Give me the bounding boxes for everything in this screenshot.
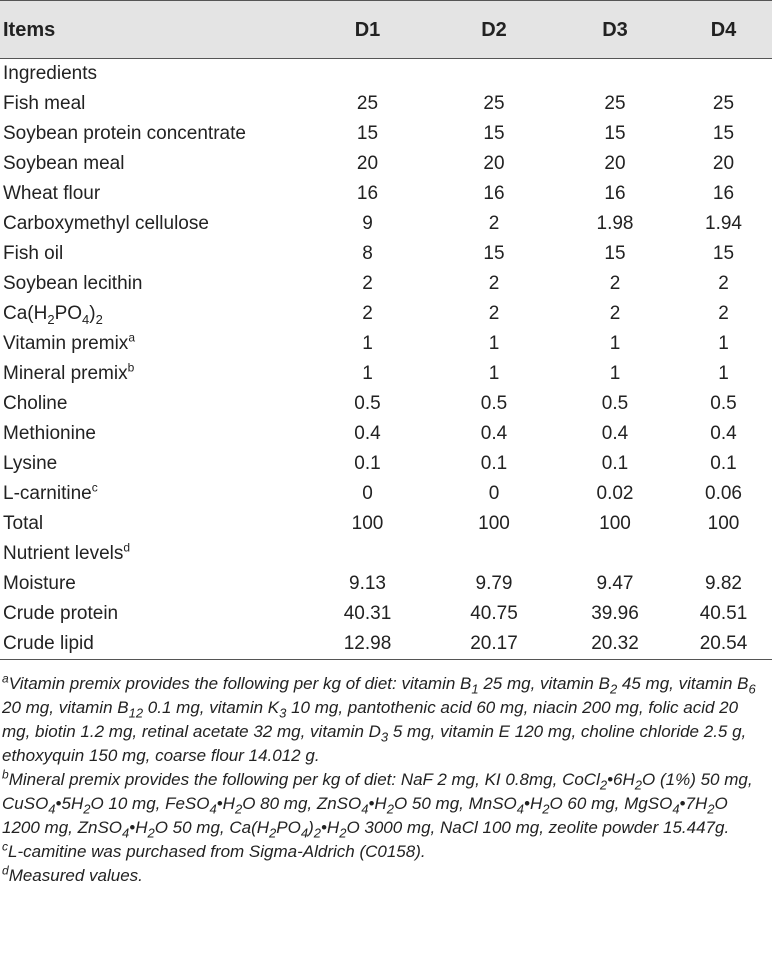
cell-d4: 0.1 xyxy=(710,453,737,474)
cell-d1: 1 xyxy=(362,363,373,384)
cell-d1: 9 xyxy=(362,213,373,234)
row-label: Fish oil xyxy=(3,243,64,264)
cell-d2: 2 xyxy=(488,303,500,324)
row-label: Mineral premix$^b$ xyxy=(3,360,135,384)
header-d1: D1 xyxy=(302,1,433,59)
cell-d2: 15 xyxy=(483,243,505,264)
cell-d2: 15 xyxy=(483,123,505,144)
cell-d1: 0.1 xyxy=(354,453,381,474)
footnote-b: $^b$Mineral premix provides the following per kg of diet: NaF 2 mg, KI 0.8mg, $CoCl_2•6H_2O$ (1%) 50 mg, $CuSO_4•5H_2O$ 10 mg, $FeSO_4•H_2O$ 80 mg, $ZnSO_4•H_2O$ 50 mg, $MnSO_4•H_2O$ 60 mg, $MgSO_4•7H_2O$ 1200 mg, $ZnSO_4•H_2O$ 50 mg, $Ca(H_2PO_4)_2•H_2O$ 3000 mg, NaCl 100 mg, zeolite powder 15.447g. xyxy=(2,767,753,841)
table-row xyxy=(0,479,772,509)
cell-d2: 1 xyxy=(488,363,500,384)
row-label: Moisture xyxy=(3,573,76,594)
cell-d3: 0.02 xyxy=(596,483,634,504)
cell-d2: 20 xyxy=(483,153,505,174)
table-row xyxy=(0,209,772,239)
row-label: Wheat flour xyxy=(3,183,101,204)
header-d2: D2 xyxy=(433,1,555,59)
table-row xyxy=(0,119,772,149)
header-d4: D4 xyxy=(675,1,772,59)
cell-d4: 0.4 xyxy=(710,423,737,444)
cell-d2: 20.17 xyxy=(433,629,555,660)
cell-d4: 100 xyxy=(707,513,740,534)
cell-d3: 1.98 xyxy=(596,213,634,234)
cell-d4: 25 xyxy=(712,93,735,114)
footnote-mark: b xyxy=(127,360,135,375)
cell-d4: 15 xyxy=(712,243,735,264)
table-row xyxy=(0,389,772,419)
row-label: Lysine xyxy=(3,453,58,474)
table-row xyxy=(0,239,772,269)
table-row xyxy=(0,149,772,179)
cell-d1: 2 xyxy=(362,303,373,324)
cell-d1: 25 xyxy=(356,93,379,114)
cell-d2: 100 xyxy=(478,513,510,534)
row-label: Methionine xyxy=(3,423,96,444)
cell-d4: 20.54 xyxy=(675,629,772,660)
cell-d3: 39.96 xyxy=(591,603,639,624)
row-label: Total xyxy=(3,513,44,534)
footnote-mark: a xyxy=(128,330,135,345)
cell-d2: 1 xyxy=(488,333,500,354)
cell-d4: 1 xyxy=(718,333,729,354)
cell-d3: 15 xyxy=(604,243,626,264)
cell-d3: 0.1 xyxy=(601,453,629,474)
row-label: Fish meal xyxy=(3,93,86,114)
cell-d3: 2 xyxy=(609,273,621,294)
cell-d3: 1 xyxy=(609,363,621,384)
table-row xyxy=(0,269,772,299)
cell-d2: 0.1 xyxy=(480,453,508,474)
cell-d3: 16 xyxy=(604,183,626,204)
cell-d2: 0 xyxy=(488,483,500,504)
cell-d3: 2 xyxy=(609,303,621,324)
table-row xyxy=(0,569,772,599)
section-row-nutrients xyxy=(0,539,772,569)
cell-d4: 9.82 xyxy=(705,573,742,594)
table-row xyxy=(0,329,772,359)
cell-d1: 0.4 xyxy=(354,423,381,444)
cell-d2: 2 xyxy=(488,213,500,234)
cell-d3: 1 xyxy=(609,333,621,354)
table-row xyxy=(0,299,772,329)
cell-d2: 0.4 xyxy=(480,423,508,444)
cell-d2: 0.5 xyxy=(480,393,508,414)
table-row xyxy=(0,419,772,449)
table-row xyxy=(0,449,772,479)
table-row xyxy=(0,179,772,209)
footnote-mark: c xyxy=(91,480,98,495)
header-d3: D3 xyxy=(555,1,675,59)
footnote-a: $^a$Vitamin premix provides the following per kg of diet: vitamin $B_1$ 25 mg, vitamin $B_2$ 45 mg, vitamin $B_6$ 20 mg, vitamin $B_{12}$ 0.1 mg, vitamin $K_3$ 10 mg, pantothenic acid 60 mg, niacin 200 mg, folic acid 20 mg, biotin 1.2 mg, retinal acetate 32 mg, vitamin $D_3$ 5 mg, vitamin E 120 mg, choline chloride 2.5 g, ethoxyquin 150 mg, coarse flour 14.012 g. xyxy=(2,671,756,765)
cell-d4: 16 xyxy=(712,183,735,204)
cell-d1: 0.5 xyxy=(354,393,381,414)
cell-d1: 100 xyxy=(351,513,384,534)
cell-d1: 16 xyxy=(356,183,379,204)
footnote-d: $^d$Measured values. xyxy=(2,863,143,885)
cell-d1: 1 xyxy=(362,333,373,354)
cell-d1: 8 xyxy=(362,243,373,264)
header-items: Items xyxy=(0,1,302,59)
row-label: Soybean protein concentrate xyxy=(3,123,246,144)
table-row xyxy=(0,629,772,660)
row-label: Carboxymethyl cellulose xyxy=(3,213,209,234)
table-row-total xyxy=(0,509,772,539)
footnote-mark: d xyxy=(123,540,131,555)
row-label: Vitamin premix$^a$ xyxy=(3,330,135,354)
cell-d3: 0.5 xyxy=(601,393,629,414)
cell-d1: 40.31 xyxy=(343,603,392,624)
row-label: Soybean lecithin xyxy=(3,273,143,294)
footnotes xyxy=(0,672,770,888)
cell-d1: 2 xyxy=(362,273,373,294)
cell-d4: 2 xyxy=(718,273,729,294)
cell-d4: 2 xyxy=(718,303,729,324)
cell-d3: 100 xyxy=(599,513,631,534)
cell-d1: 15 xyxy=(356,123,379,144)
cell-d3: 20.32 xyxy=(555,629,675,660)
cell-d4: 0.06 xyxy=(705,483,742,504)
cell-d3: 20 xyxy=(604,153,626,174)
section-row-ingredients xyxy=(0,59,772,90)
row-label: Crude protein xyxy=(3,603,119,624)
row-label: Choline xyxy=(3,393,68,414)
cell-d1: 0 xyxy=(362,483,373,504)
cell-d1: 9.13 xyxy=(349,573,386,594)
cell-d1: 20 xyxy=(356,153,379,174)
cell-d4: 15 xyxy=(712,123,735,144)
cell-d4: 40.51 xyxy=(699,603,748,624)
row-label: Soybean meal xyxy=(3,153,125,174)
cell-d2: 40.75 xyxy=(470,603,518,624)
table-row xyxy=(0,599,772,629)
footnote-c: $^c$L-camitine was purchased from Sigma-Aldrich (C0158). xyxy=(2,839,426,861)
cell-d1: 12.98 xyxy=(302,629,433,660)
table-row xyxy=(0,359,772,389)
cell-d4: 0.5 xyxy=(710,393,737,414)
cell-d2: 16 xyxy=(483,183,505,204)
cell-d2: 2 xyxy=(488,273,500,294)
table-header-row xyxy=(0,1,772,59)
cell-d4: 1 xyxy=(718,363,729,384)
cell-d3: 9.47 xyxy=(596,573,634,594)
cell-d4: 20 xyxy=(712,153,735,174)
row-label: Crude lipid xyxy=(0,629,302,660)
table-row xyxy=(0,89,772,119)
cell-d2: 9.79 xyxy=(475,573,513,594)
cell-d3: 15 xyxy=(604,123,626,144)
row-label: $Ca(H_2PO_4)_2$ xyxy=(3,303,103,327)
cell-d3: 0.4 xyxy=(601,423,629,444)
section-label-ingredients: Ingredients xyxy=(3,63,98,84)
cell-d3: 25 xyxy=(604,93,626,114)
row-label: L-carnitine$^c$ xyxy=(3,480,98,504)
section-label-nutrients: Nutrient levels$^d$ xyxy=(3,540,131,564)
cell-d2: 25 xyxy=(483,93,505,114)
cell-d4: 1.94 xyxy=(705,213,742,234)
